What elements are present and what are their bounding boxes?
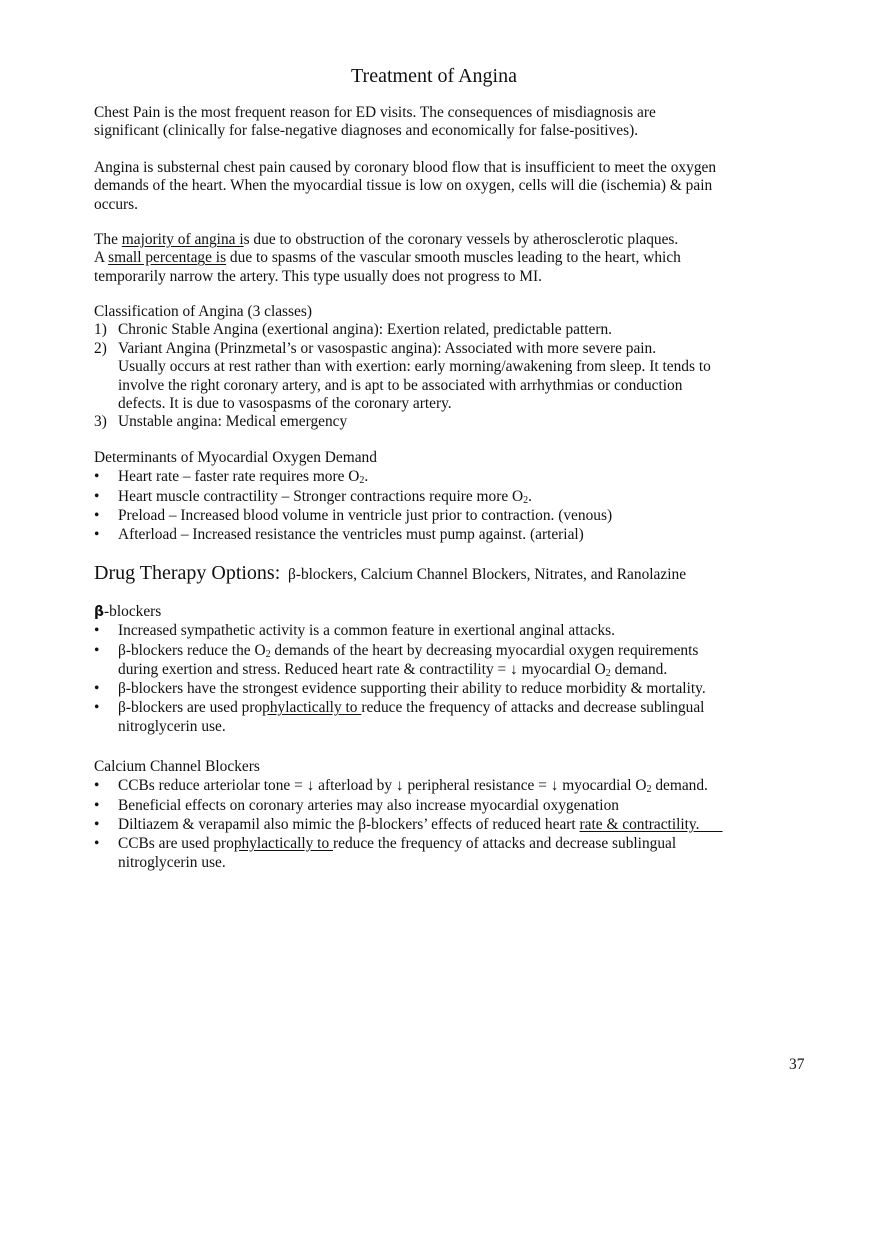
text-span: Diltiazem & verapamil also mimic the β-blockers’ effects of reduced heart bbox=[118, 815, 580, 833]
text-line bbox=[118, 698, 794, 717]
text-span: The bbox=[94, 231, 122, 248]
text-line: Preload – Increased blood volume in ventricle just prior to contraction. (venous) bbox=[118, 506, 613, 524]
underlined-text: majority of angina i bbox=[121, 231, 244, 248]
ccb-section bbox=[94, 758, 814, 872]
list-item bbox=[94, 413, 794, 431]
bullet-icon: • bbox=[94, 835, 100, 853]
text-line: defects. It is due to vasospasms of the coronary artery. bbox=[118, 395, 452, 413]
subscript: 2 bbox=[265, 648, 271, 660]
underlined-text: phylactically to bbox=[233, 835, 333, 853]
list-item bbox=[94, 506, 794, 525]
subscript: 2 bbox=[646, 784, 652, 796]
bullet-icon: • bbox=[94, 526, 100, 544]
page-title: Treatment of Angina bbox=[351, 65, 517, 87]
list-item bbox=[94, 679, 794, 698]
section-heading: Calcium Channel Blockers bbox=[94, 758, 260, 775]
bullet-icon: • bbox=[94, 777, 100, 795]
intro-paragraph-1 bbox=[94, 104, 794, 141]
text-span: . bbox=[364, 468, 369, 486]
subscript: 2 bbox=[359, 475, 365, 487]
list-item bbox=[94, 467, 794, 486]
list-item bbox=[94, 525, 794, 544]
text-span: reduce the frequency of attacks and decrease sublingual bbox=[361, 699, 705, 717]
text-line bbox=[118, 815, 814, 834]
text-line: Angina is substernal chest pain caused by coronary blood flow that is insufficient to meet the oxygen bbox=[94, 159, 717, 176]
text-span: A bbox=[94, 249, 109, 267]
list-item bbox=[94, 487, 794, 506]
intro-paragraph-3 bbox=[94, 231, 794, 286]
text-span: CCBs are used pro bbox=[118, 835, 234, 853]
bullet-icon: • bbox=[94, 796, 100, 814]
text-span: s due to obstruction of the coronary vessels by atherosclerotic plaques. bbox=[243, 231, 679, 248]
intro-paragraph-2 bbox=[94, 159, 794, 214]
text-span: demands of the heart by decreasing myocardial oxygen requirements bbox=[270, 641, 699, 659]
text-span: CCBs reduce arteriolar tone = ↓ afterload by ↓ peripheral resistance = ↓ myocardial O bbox=[118, 777, 647, 795]
list-number: 3) bbox=[94, 413, 107, 431]
text-span: β-blockers are used pro bbox=[118, 699, 263, 717]
bullet-icon: • bbox=[94, 506, 100, 524]
text-line: involve the right coronary artery, and is apt to be associated with arrhythmias or conduction bbox=[118, 376, 683, 394]
page-number: 37 bbox=[789, 1056, 805, 1073]
list-number: 1) bbox=[94, 321, 107, 339]
text-line: Beneficial effects on coronary arteries may also increase myocardial oxygenation bbox=[118, 796, 619, 814]
list-item bbox=[94, 321, 794, 339]
bullet-icon: • bbox=[94, 815, 100, 833]
text-line: occurs. bbox=[94, 195, 139, 213]
text-line: Chest Pain is the most frequent reason for ED visits. The consequences of misdiagnosis are bbox=[94, 104, 656, 121]
beta-blockers-section bbox=[94, 603, 794, 737]
text-line bbox=[118, 487, 794, 506]
classification-section bbox=[94, 303, 794, 432]
section-heading: Classification of Angina (3 classes) bbox=[94, 303, 312, 320]
underlined-text: rate & contractility. bbox=[579, 815, 723, 833]
underlined-text: phylactically to bbox=[262, 699, 362, 717]
text-line bbox=[94, 564, 814, 584]
text-span: reduce the frequency of attacks and decrease sublingual bbox=[333, 835, 677, 853]
text-span: Heart muscle contractility – Stronger contractions require more O bbox=[118, 487, 524, 505]
list-item bbox=[94, 641, 794, 679]
bullet-icon: • bbox=[94, 699, 100, 717]
text-span: demand. bbox=[610, 660, 668, 678]
list-item bbox=[94, 776, 814, 795]
text-span: due to spasms of the vascular smooth muscles leading to the heart, which bbox=[226, 249, 681, 267]
text-line bbox=[118, 641, 794, 660]
text-line bbox=[118, 776, 814, 795]
bullet-icon: • bbox=[94, 622, 100, 640]
text-line: Afterload – Increased resistance the ventricles must pump against. (arterial) bbox=[118, 526, 584, 544]
bullet-icon: • bbox=[94, 680, 100, 698]
text-line bbox=[94, 231, 794, 249]
text-span: . bbox=[528, 487, 533, 505]
text-line: temporarily narrow the artery. This type usually does not progress to MI. bbox=[94, 267, 542, 285]
determinants-section bbox=[94, 449, 794, 544]
bullet-icon: • bbox=[94, 468, 100, 486]
text-span: Heart rate – faster rate requires more O bbox=[118, 468, 360, 486]
text-line: Chronic Stable Angina (exertional angina): Exertion related, predictable pattern. bbox=[118, 321, 613, 339]
underlined-text: small percentage is bbox=[108, 249, 227, 267]
text-line: significant (clinically for false-negative diagnoses and economically for false-positives). bbox=[94, 122, 639, 140]
section-heading bbox=[94, 603, 794, 621]
text-line: Increased sympathetic activity is a common feature in exertional anginal attacks. bbox=[118, 622, 616, 640]
text-line: Unstable angina: Medical emergency bbox=[118, 413, 348, 431]
text-span: during exertion and stress. Reduced heart rate & contractility = ↓ myocardial O bbox=[118, 660, 606, 678]
list-item bbox=[94, 340, 794, 414]
text-line bbox=[118, 467, 794, 486]
list-item bbox=[94, 796, 814, 815]
list-number: 2) bbox=[94, 339, 107, 357]
list-item bbox=[94, 815, 814, 834]
text-line: β-blockers have the strongest evidence supporting their ability to reduce morbidity & mortality. bbox=[118, 680, 706, 698]
list-item bbox=[94, 834, 814, 872]
drug-therapy-heading bbox=[94, 564, 814, 584]
section-heading: Determinants of Myocardial Oxygen Demand bbox=[94, 449, 377, 466]
bullet-icon: • bbox=[94, 641, 100, 659]
text-line bbox=[118, 660, 794, 679]
text-line: nitroglycerin use. bbox=[118, 718, 226, 736]
text-line: nitroglycerin use. bbox=[118, 854, 226, 872]
text-line: Usually occurs at rest rather than with exertion: early morning/awakening from sleep. It tends to bbox=[118, 358, 711, 376]
text-span: demand. bbox=[651, 777, 708, 795]
heading-large: Drug Therapy Options: bbox=[94, 562, 281, 584]
text-line bbox=[118, 834, 814, 853]
beta-symbol: β bbox=[94, 604, 105, 620]
list-item bbox=[94, 621, 794, 640]
text-line bbox=[94, 249, 794, 267]
subscript: 2 bbox=[605, 667, 611, 679]
text-line: demands of the heart. When the myocardial tissue is low on oxygen, cells will die (ischemia) & pain bbox=[94, 177, 713, 195]
bullet-icon: • bbox=[94, 487, 100, 505]
subscript: 2 bbox=[523, 494, 529, 506]
heading-small: β-blockers, Calcium Channel Blockers, Nitrates, and Ranolazine bbox=[287, 566, 687, 583]
list-item bbox=[94, 698, 794, 736]
text-span: β-blockers reduce the O bbox=[118, 641, 266, 659]
text-span: -blockers bbox=[104, 603, 162, 620]
text-line: Variant Angina (Prinzmetal’s or vasospastic angina): Associated with more severe pain. bbox=[118, 339, 657, 357]
